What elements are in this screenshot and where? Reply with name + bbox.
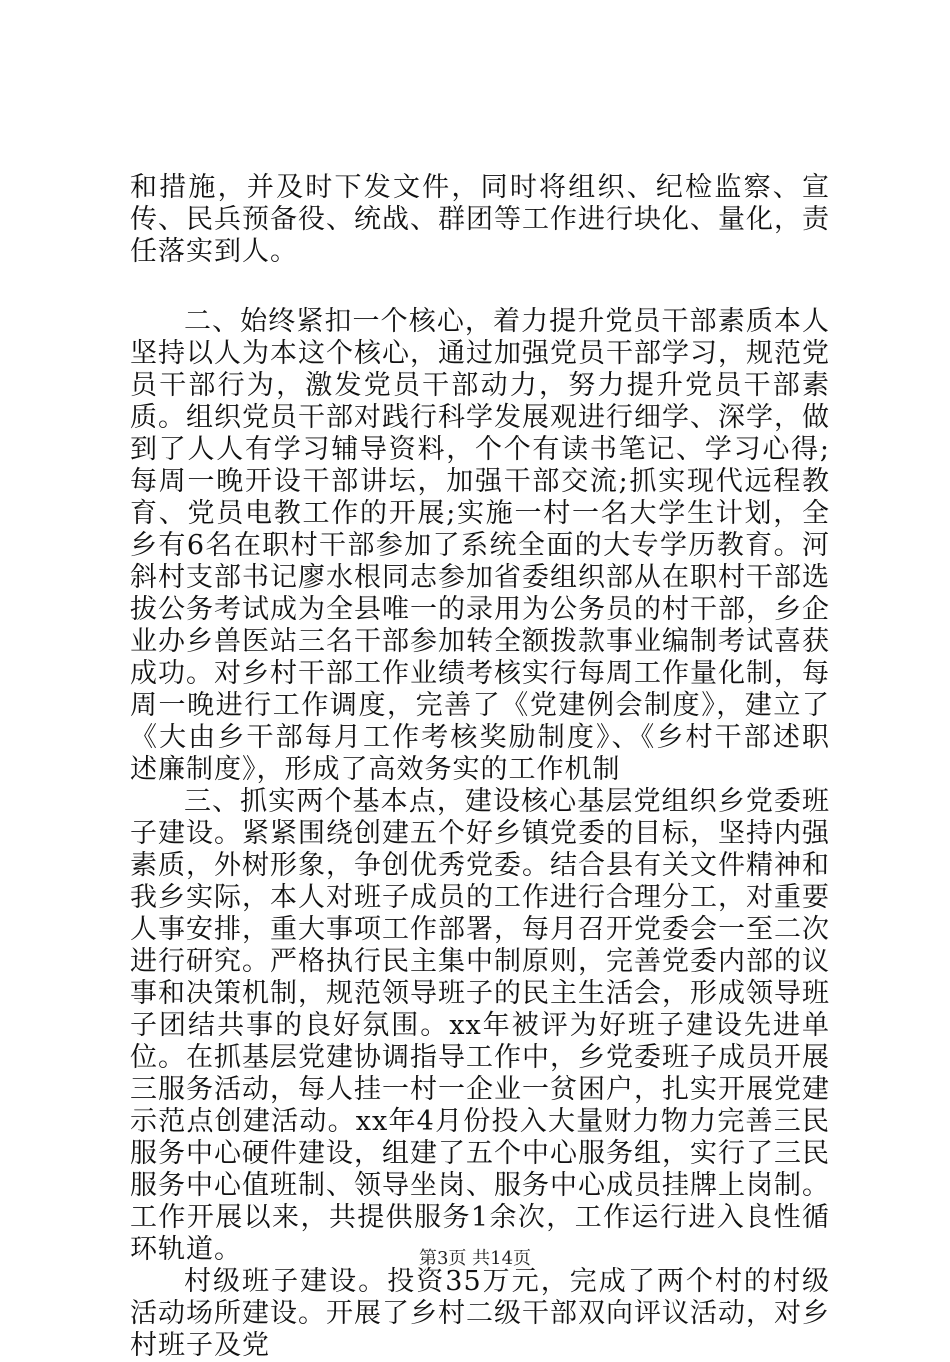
- document-body: [130, 172, 830, 1362]
- paragraph-section-two: 二、始终紧扣一个核心，着力提升党员干部素质本人坚持以人为本这个核心，通过加强党员干部学习，规范党员干部行为，激发党员干部动力，努力提升党员干部素质。组织党员干部对践行科学发展观进行细学、深学，做到了人人有学习辅导资料，个个有读书笔记、学习心得;每周一晚开设干部讲坛，加强干部交流;抓实现代远程教育、党员电教工作的开展;实施一村一名大学生计划，全乡有6名在职村干部参加了系统全面的大专学历教育。河斜村支部书记廖水根同志参加省委组织部从在职村干部选拔公务考试成为全县唯一的录用为公务员的村干部，乡企业办乡兽医站三名干部参加转全额拨款事业编制考试喜获成功。对乡村干部工作业绩考核实行每周工作量化制，每周一晚进行工作调度，完善了《党建例会制度》，建立了《大由乡干部每月工作考核奖励制度》、《乡村干部述职述廉制度》，形成了高效务实的工作机制: [130, 306, 830, 785]
- paragraph-section-three: 三、抓实两个基本点，建设核心基层党组织乡党委班子建设。紧紧围绕创建五个好乡镇党委的目标，坚持内强素质，外树形象，争创优秀党委。结合县有关文件精神和我乡实际，本人对班子成员的工作进行合理分工，对重要人事安排，重大事项工作部署，每月召开党委会一至二次进行研究。严格执行民主集中制原则，完善党委内部的议事和决策机制，规范领导班子的民主生活会，形成领导班子团结共事的良好氛围。xx年被评为好班子建设先进单位。在抓基层党建协调指导工作中，乡党委班子成员开展三服务活动，每人挂一村一企业一贫困户，扎实开展党建示范点创建活动。xx年4月份投入大量财力物力完善三民服务中心硬件建设，组建了五个中心服务组，实行了三民服务中心值班制、领导坐岗、服务中心成员挂牌上岗制。工作开展以来，共提供服务1余次，工作运行进入良性循环轨道。: [130, 786, 830, 1265]
- page-footer: [0, 1244, 950, 1270]
- paragraph-continuation: 和措施，并及时下发文件，同时将组织、纪检监察、宣传、民兵预备役、统战、群团等工作进行块化、量化，责任落实到人。: [130, 172, 830, 267]
- page-number-label: 第3页 共14页: [418, 1248, 532, 1269]
- paragraph-village-team: 村级班子建设。投资35万元，完成了两个村的村级活动场所建设。开展了乡村二级干部双向评议活动，对乡村班子及党: [130, 1266, 830, 1361]
